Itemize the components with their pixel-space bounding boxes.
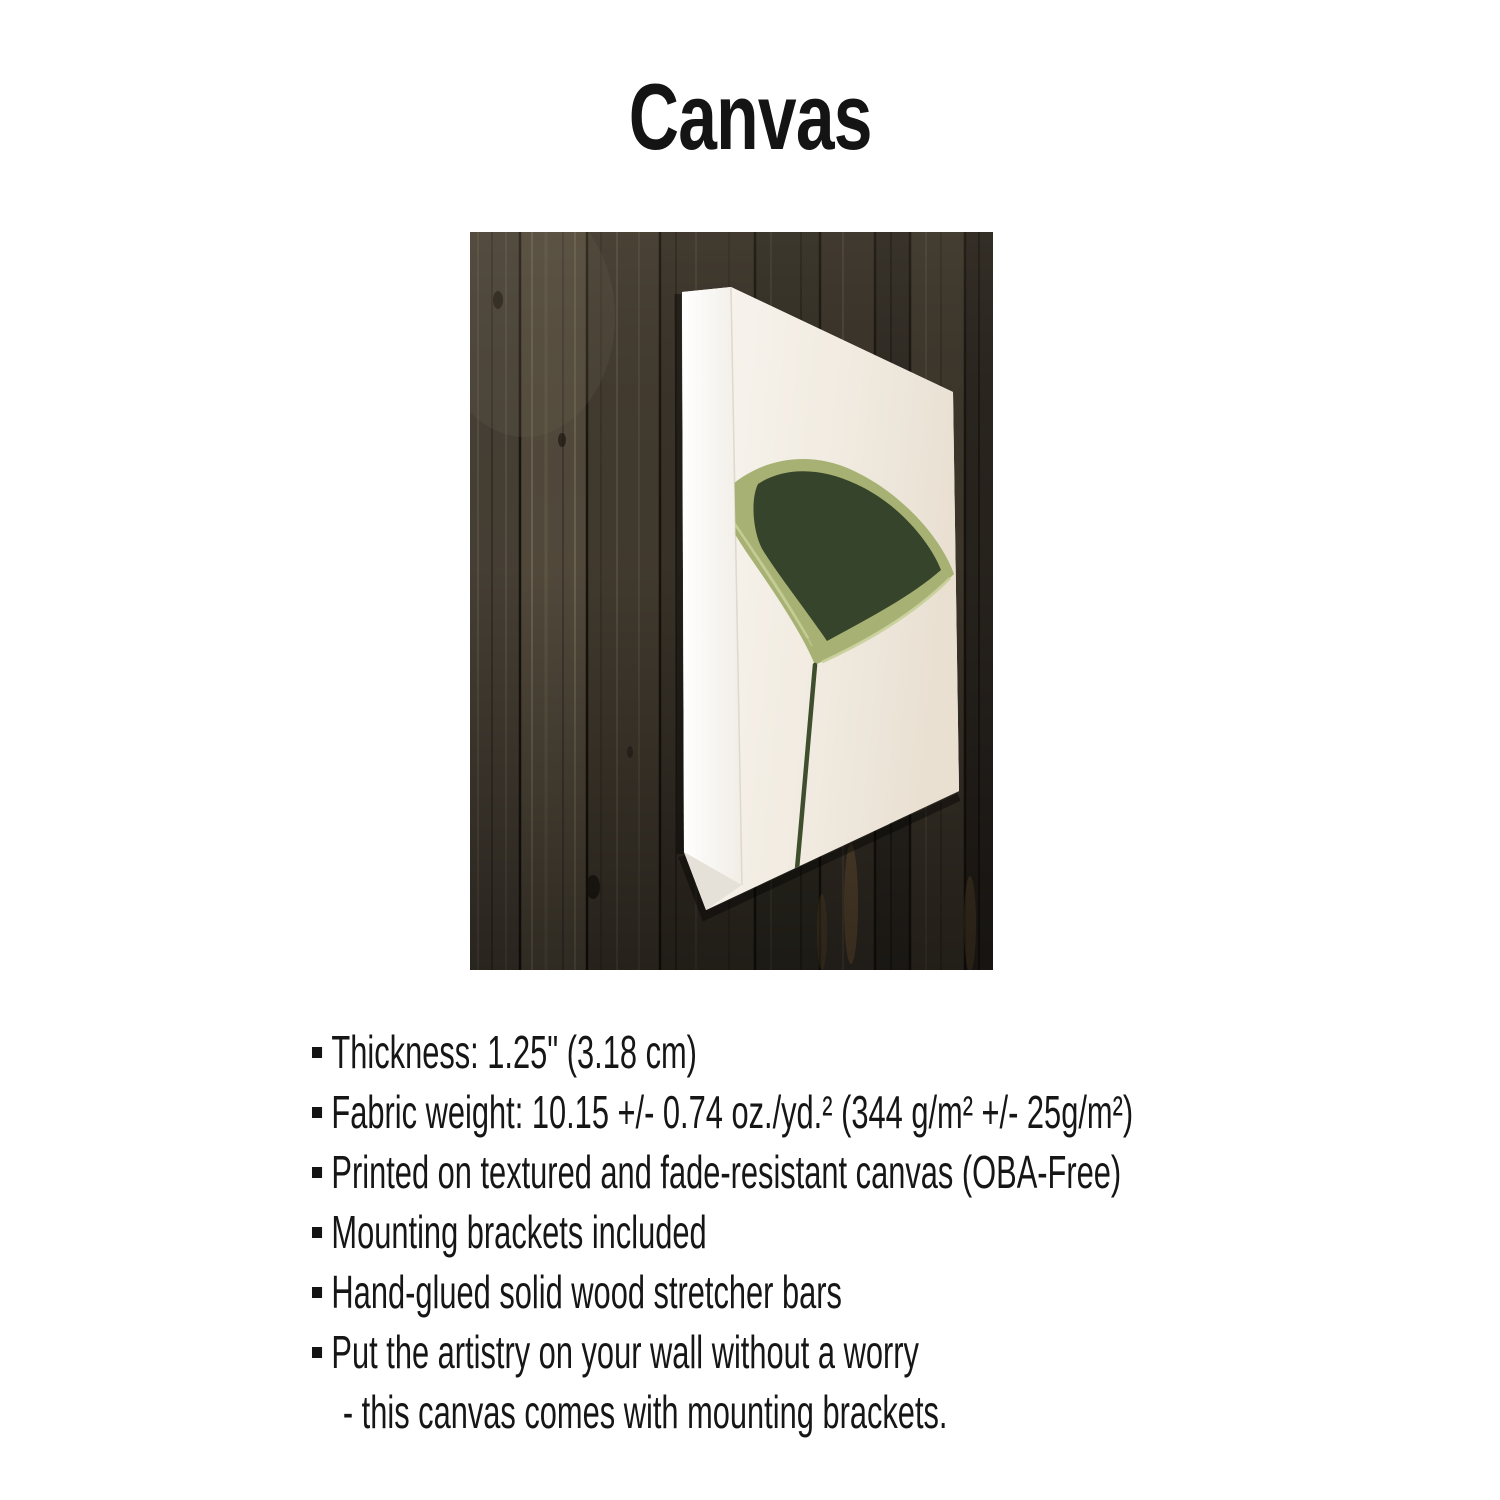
- bullet-icon: [312, 1287, 322, 1298]
- spec-list: [312, 1022, 1500, 1442]
- spec-text: Fabric weight: 10.15 +/- 0.74 oz./yd.² (344 g/m² +/- 25g/m²): [331, 1086, 1134, 1138]
- spec-text: Put the artistry on your wall without a worry: [331, 1326, 919, 1378]
- spec-text: Thickness: 1.25" (3.18 cm): [331, 1026, 697, 1078]
- bullet-icon: [312, 1047, 322, 1058]
- spec-text: Printed on textured and fade-resistant canvas (OBA-Free): [331, 1146, 1122, 1198]
- page-header: [0, 64, 1500, 169]
- bullet-icon: [312, 1107, 322, 1118]
- product-photo: [470, 232, 993, 970]
- spec-item-artistry: [312, 1322, 1500, 1382]
- spec-item-printed: [312, 1142, 1500, 1202]
- page-title: Canvas: [628, 64, 872, 169]
- spec-item-brackets: [312, 1202, 1500, 1262]
- product-photo-svg: [470, 232, 993, 970]
- spec-text: Hand-glued solid wood stretcher bars: [331, 1266, 842, 1318]
- bullet-icon: [312, 1227, 322, 1238]
- spec-text: Mounting brackets included: [331, 1206, 707, 1258]
- spec-item-fabric-weight: [312, 1082, 1500, 1142]
- bullet-icon: [312, 1167, 322, 1178]
- spec-text: - this canvas comes with mounting brackets.: [342, 1386, 948, 1438]
- spec-item-artistry-continuation: [312, 1382, 1500, 1442]
- spec-item-thickness: [312, 1022, 1500, 1082]
- bullet-icon: [312, 1347, 322, 1358]
- spec-item-stretcher-bars: [312, 1262, 1500, 1322]
